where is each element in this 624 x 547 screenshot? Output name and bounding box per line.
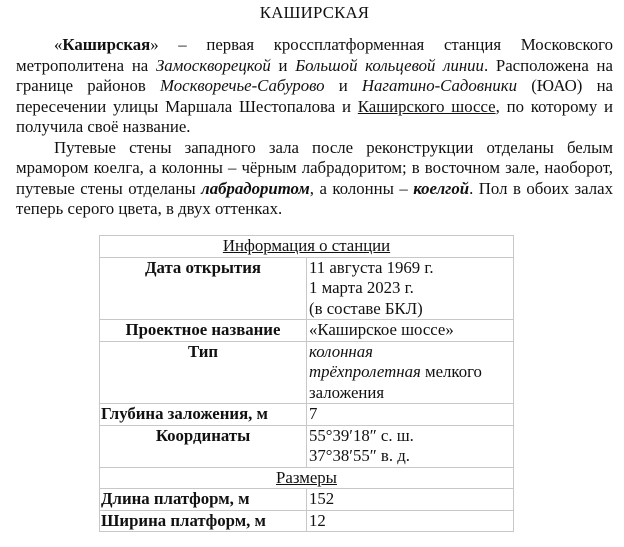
- text-intersection: (ЮАО) на пересечении улицы Маршала Шестопалова и: [16, 76, 614, 116]
- infobox-row-opening: [100, 257, 514, 320]
- infobox-row-project-name: [100, 320, 514, 342]
- value-platform-length: 152: [307, 489, 514, 511]
- link-three-span[interactable]: трёхпролетная: [309, 362, 421, 381]
- coord-lon: 37°38′55″ в. д.: [309, 446, 410, 465]
- opening-date-note: (в составе БКЛ): [309, 298, 423, 318]
- value-coordinates[interactable]: [307, 425, 514, 467]
- value-opening-date: [307, 257, 514, 320]
- infobox-header: Информация о станции: [100, 236, 514, 258]
- emphasis-labradorite: лабрадоритом: [201, 178, 310, 198]
- value-type: [307, 341, 514, 404]
- infobox-row-width: [100, 510, 514, 532]
- link-column-type[interactable]: колонная: [309, 341, 373, 361]
- article: [16, 0, 613, 220]
- label-opening-date: Дата открытия: [100, 257, 307, 320]
- infobox-row-length: [100, 489, 514, 511]
- decor-text-3: . Пол в обоих залах теперь серого цвета, в двух оттенках.: [16, 178, 613, 218]
- label-project-name: Проектное название: [100, 320, 307, 342]
- value-project-name: «Каширское шоссе»: [307, 320, 514, 342]
- label-coordinates: Координаты: [100, 425, 307, 467]
- page-title: КАШИРСКАЯ: [259, 3, 370, 22]
- text-and-2: и: [324, 76, 362, 95]
- coord-lat: 55°39′18″ с. ш.: [309, 425, 414, 445]
- link-zamoskvoretskaya[interactable]: Замоскворецкой: [155, 55, 271, 75]
- station-infobox: [99, 235, 514, 532]
- text-and: и: [270, 55, 296, 75]
- infobox-row-coordinates: [100, 425, 514, 467]
- link-district-moskvorechye[interactable]: Москворечье-Сабурово: [160, 76, 325, 95]
- paragraph-decor: [16, 138, 613, 220]
- value-platform-width: 12: [307, 510, 514, 532]
- type-line-3: заложения: [309, 382, 385, 402]
- value-depth: 7: [307, 404, 514, 426]
- link-district-nagatino[interactable]: Нагатино-Садовники: [361, 76, 518, 95]
- infobox-row-depth: [100, 404, 514, 426]
- decor-text-1: Путевые стены западного зала после реконструкции отделаны белым мрамором коелга, а колонны – чёрным лабрадоритом; в восточном зале, наоборот, путевые стены отделаны: [16, 137, 613, 198]
- text-location: . Расположена на границе районов: [16, 55, 613, 95]
- infobox-section-dimensions: Размеры: [100, 467, 514, 489]
- label-type: Тип: [100, 341, 307, 404]
- quote-open: «: [54, 35, 63, 54]
- text-ending: , по которому и получила своё название.: [16, 96, 613, 136]
- opening-date-1: 11 августа 1969 г.: [309, 257, 434, 277]
- label-platform-width: Ширина платформ, м: [100, 510, 307, 532]
- emphasis-koelga: коелгой: [413, 178, 470, 198]
- link-kashirskoe-shosse[interactable]: Каширского шоссе: [357, 96, 496, 116]
- station-name: Каширская: [62, 35, 151, 54]
- decor-text-2: , а колонны –: [309, 178, 414, 198]
- link-bkl[interactable]: Большой кольцевой линии: [295, 55, 484, 75]
- label-depth: Глубина заложения, м: [100, 404, 307, 426]
- infobox-row-type: [100, 341, 514, 404]
- paragraph-intro: [16, 35, 613, 138]
- label-platform-length: Длина платформ, м: [100, 489, 307, 511]
- opening-date-2: 1 марта 2023 г.: [309, 278, 414, 297]
- type-rest: мелкого: [420, 362, 482, 381]
- intro-text: » – первая кроссплатформенная станция Московского метрополитена на: [16, 35, 613, 75]
